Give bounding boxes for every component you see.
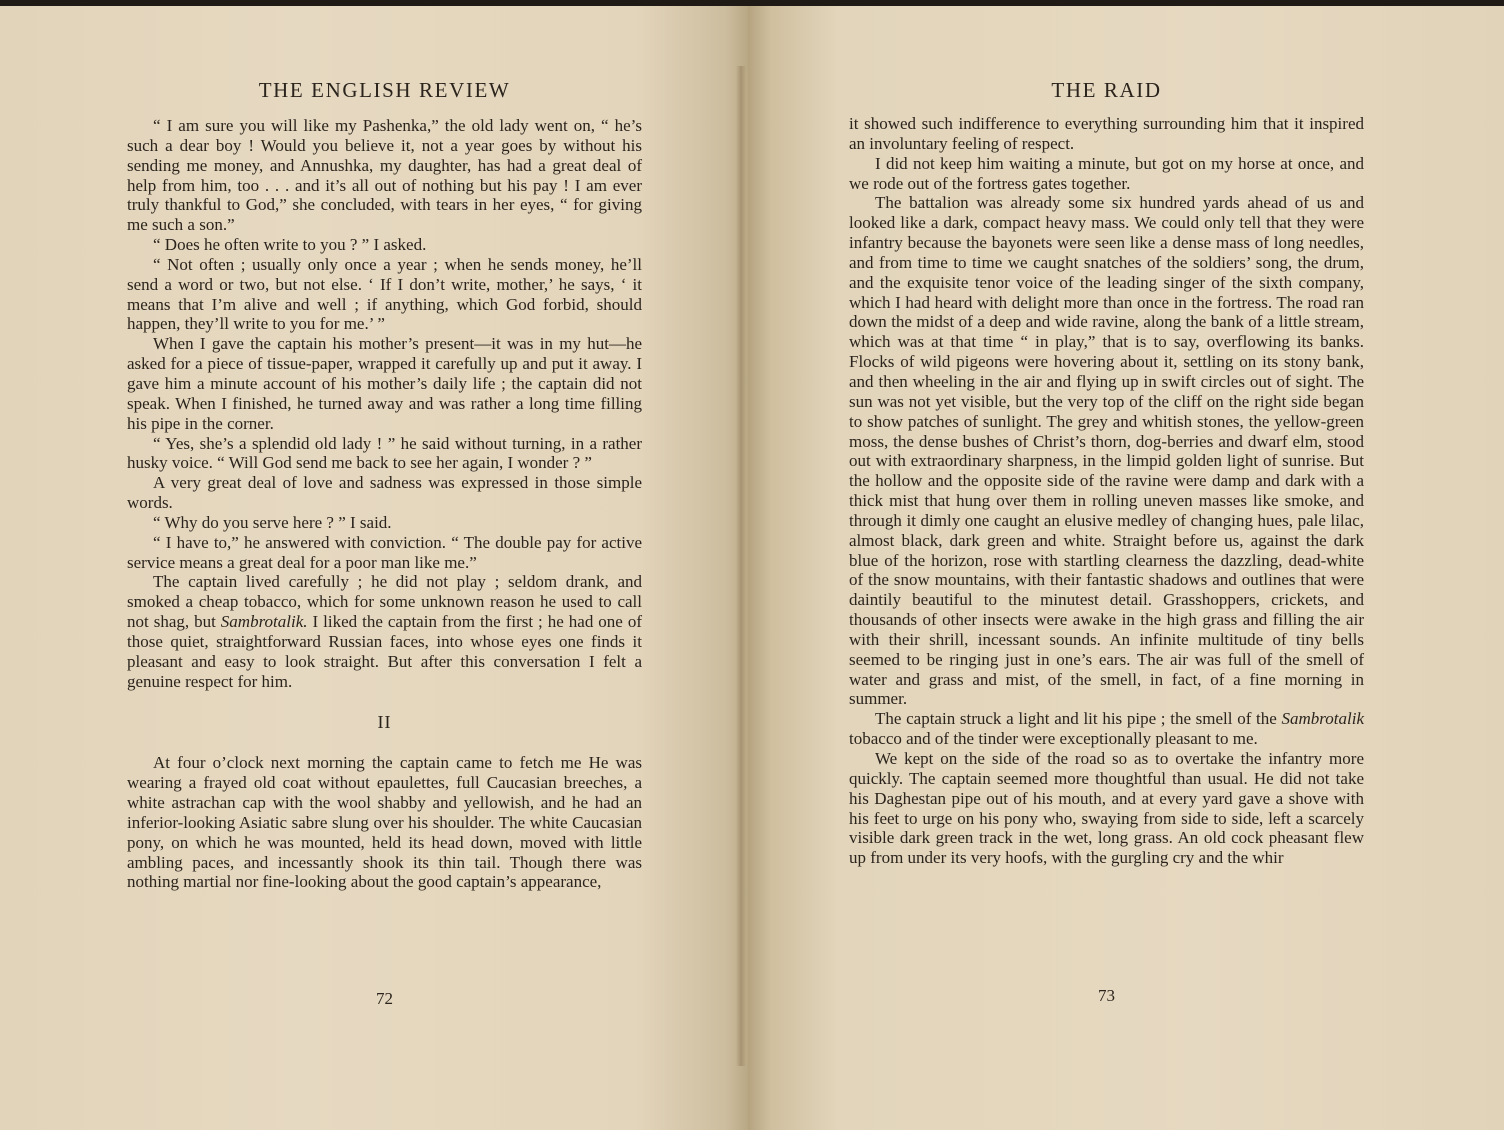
- left-page: [0, 6, 748, 1130]
- right-page: [748, 6, 1504, 1130]
- running-head-right: THE RAID: [1051, 78, 1162, 102]
- page-number-left: 72: [376, 989, 393, 1008]
- paragraph-pipe: [849, 709, 1364, 749]
- paragraph: “ I am sure you will like my Pashenka,” the old lady went on, “ he’s such a dear boy ! Would you believe it, not a year goes by without his sending me money, and Annushka, my daughter, has had a great deal of help from him, too . . . and it’s all out of nothing but his pay ! I am ever truly thankful to God,” she concluded, with tears in her eyes, “ for giving me such a son.”: [127, 116, 642, 235]
- book-spread: [0, 6, 1504, 1130]
- page-number-right: 73: [1098, 986, 1115, 1005]
- paragraph: We kept on the side of the road so as to overtake the infantry more quickly. The captain seemed more thoughtful than usual. He did not take his Daghestan pipe out of his mouth, and at every yard gave a shove with his feet to urge on his pony who, swaying from side to side, left a scarcely visible dark green track in the wet, long grass. An old cock pheasant flew up from under its very hoofs, with the gurgling cry and the whir: [849, 749, 1364, 868]
- italic-word: Sambrotalik: [1281, 709, 1364, 729]
- paragraph: The battalion was already some six hundred yards ahead of us and looked like a dark, compact heavy mass. We could only tell that they were infantry because the bayonets were seen like a dense mass of long needles, and from time to time we caught snatches of the soldiers’ song, the drum, and the exquisite tenor voice of the leading singer of the sixth company, which I had heard with delight more than once in the fortress. The road ran down the midst of a deep and wide ravine, along the bank of a little stream, which was at that time “ in play,” that is to say, overflowing its banks. Flocks of wild pigeons were hovering about it, settling on its stony bank, and then wheeling in the air and flying up in swift circles out of sight. The sun was not yet visible, but the very top of the cliff on the right side began to show patches of sunlight. The grey and whitish stones, the yellow-green moss, the dense bushes of Christ’s thorn, dog-berries and dwarf elm, stood out with extraordinary sharpness, in the limpid golden light of sunrise. But the hollow and the opposite side of the ravine were damp and dark with a thick mist that hung over them in rolling uneven masses like smoke, and through it dimly one caught an elusive medley of changing hues, pale lilac, almost black, dark green and white. Straight before us, against the dark blue of the horizon, rose with startling clearness the dazzling, dead-white of the snow mountains, with their fantastic shadows and outlines that were daintily beautiful to the minutest detail. Grasshoppers, crickets, and thousands of other insects were awake in the high grass and filling the air with their shrill, incessant sounds. An infinite multitude of tiny bells seemed to be ringing just in one’s ears. The air was full of the smell of water and grass and mist, of the smell, in fact, of a fine morning in summer.: [849, 193, 1364, 709]
- paragraph: At four o’clock next morning the captain came to fetch me He was wearing a frayed old coat without epaulettes, full Caucasian breeches, a white astrachan cap with the wool shabby and yellowish, and he had an inferior-looking Asiatic sabre slung over his shoulder. The white Caucasian pony, on which he was mounted, held its head down, moved with little ambling paces, and incessantly shook its thin tail. Though there was nothing martial nor fine-looking about the good captain’s appearance,: [127, 753, 642, 892]
- paragraph: “ Does he often write to you ? ” I asked.: [153, 235, 427, 255]
- paragraph: “ I have to,” he answered with conviction. “ The double pay for active service means a great deal for a poor man like me.”: [127, 532, 642, 572]
- paragraph: “ Why do you serve here ? ” I said.: [153, 512, 392, 532]
- paragraph: When I gave the captain his mother’s present—it was in my hut—he asked for a piece of tissue-paper, wrapped it carefully up and put it away. I gave him a minute account of his mother’s daily life ; the captain did not speak. When I finished, he turned away and was rather a long time filling his pipe in the corner.: [127, 334, 642, 433]
- running-head-left: THE ENGLISH REVIEW: [258, 78, 511, 102]
- text-run: tobacco and of the tinder were exceptionally pleasant to me.: [849, 729, 1258, 749]
- paragraph: A very great deal of love and sadness was expressed in those simple words.: [127, 473, 642, 513]
- text-run: The captain struck a light and lit his pipe ; the smell of the: [875, 709, 1282, 729]
- paragraph: “ Yes, she’s a splendid old lady ! ” he said without turning, in a rather husky voice. “ Will God send me back to see her again, I wonder ? ”: [127, 433, 642, 473]
- left-page-text: [127, 116, 642, 892]
- section-heading: II: [377, 712, 392, 733]
- italic-word: Sambrotalik.: [220, 612, 308, 632]
- book-gutter: [736, 66, 746, 1066]
- paragraph-captain-tobacco: [127, 572, 642, 691]
- right-page-text: [849, 114, 1364, 868]
- paragraph: I did not keep him waiting a minute, but got on my horse at once, and we rode out of the fortress gates together.: [849, 153, 1364, 193]
- paragraph: “ Not often ; usually only once a year ; when he sends money, he’ll send a word or two, but not else. ‘ If I don’t write, mother,’ he says, ‘ it means that I’m alive and well ; if anything, which God forbid, should happen, they’ll write to you for me.’ ”: [127, 254, 642, 334]
- text-run: The captain lived carefully ; he did not play ; seldom drank, and smoked a cheap tobacco, which for some unknown reason he used to call not shag, but: [127, 572, 642, 632]
- paragraph-continuation: it showed such indifference to everything surrounding him that it inspired an involuntary feeling of respect.: [849, 114, 1364, 153]
- text-run: I liked the captain from the first ; he had one of those quiet, straightforward Russian faces, into whose eyes one finds it pleasant and easy to look straight. But after this conversation I felt a genuine respect for him.: [127, 612, 642, 691]
